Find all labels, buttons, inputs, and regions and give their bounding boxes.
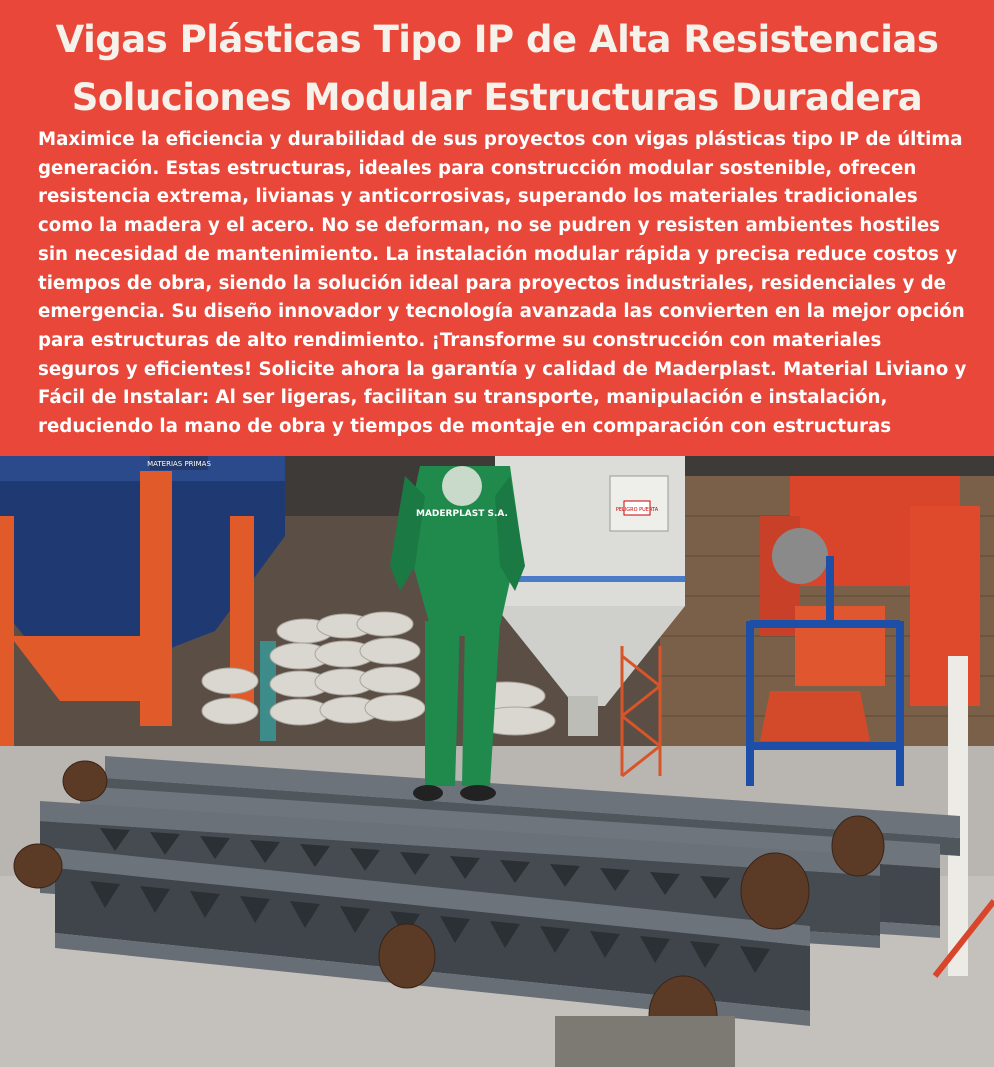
title-line-2: Soluciones Modular Estructuras Duradera [71, 76, 923, 119]
sign-peligro: PELIGRO PUERTA [615, 507, 659, 513]
banner [0, 0, 994, 456]
title-line-1: Vigas Plásticas Tipo IP de Alta Resistencias [55, 18, 939, 61]
worker-logo: MADERPLAST S.A. [416, 509, 508, 519]
floor-slab [555, 1016, 735, 1067]
sign-materias: MATERIAS PRIMAS [147, 460, 211, 468]
description-text: Maximice la eficiencia y durabilidad de sus proyectos con vigas plásticas tipo IP de última generación. Estas estructuras, ideales para construcción modular sostenible, ofrecen resistencia extrema, livianas y anticorrosivas, superando los materiales tradicionales como la madera y el acero. No se deforman, no se pudren y resisten ambientes hostiles sin necesidad de mantenimiento. La instalación modular rápida y precisa reduce costos y tiempos de obra, siendo la solución ideal para proyectos industriales, residenciales y de emergencia. Su diseño innovador y tecnología avanzada las convierten en la mejor opción para estructuras de alto rendimiento. ¡Transforme su construcción con materiales seguros y eficientes! Solicite ahora la garantía y calidad de Maderplast. Material Liviano y Fácil de Instalar: Al ser ligeras, facilitan su transporte, manipulación e instalación, reduciendo la mano de obra y tiempos de montaje en comparación con estructuras [38, 129, 967, 438]
product-photo [0, 456, 994, 1067]
